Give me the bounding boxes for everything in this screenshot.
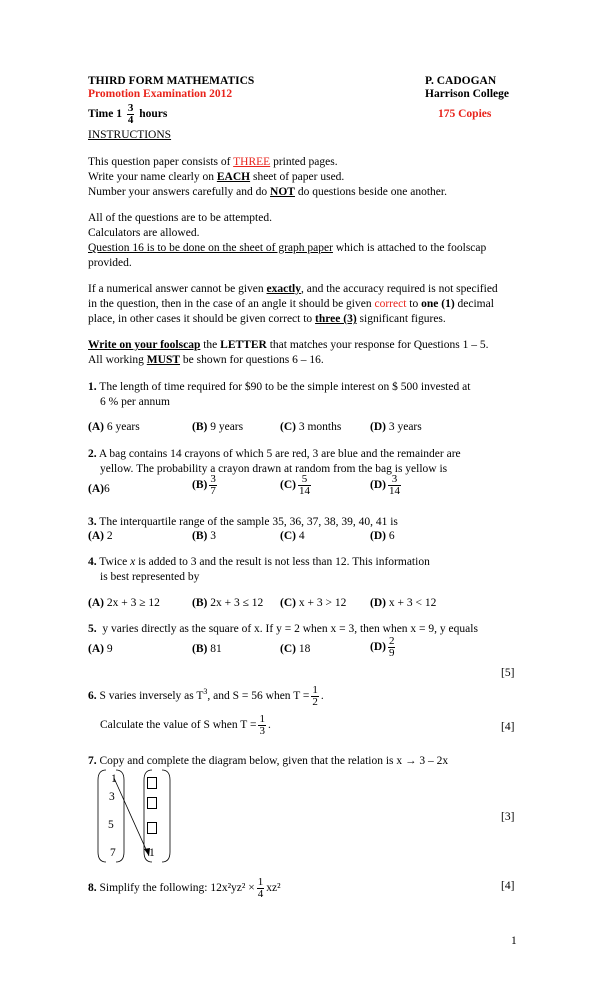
instruction-accuracy-2 bbox=[88, 297, 494, 312]
option-c bbox=[280, 420, 341, 435]
option-letter: (D) bbox=[370, 641, 386, 654]
option-letter: (B) bbox=[192, 643, 208, 655]
option-letter: (D) bbox=[370, 530, 386, 542]
numerator: 2 bbox=[388, 635, 395, 647]
variable: x bbox=[130, 556, 136, 568]
numerator: 5 bbox=[298, 474, 311, 486]
instr-text: , and the accuracy required is not specified bbox=[300, 283, 498, 295]
denominator: 2 bbox=[312, 695, 318, 708]
instr-emphasis: Write on your foolscap bbox=[88, 339, 201, 351]
question-text: xz² bbox=[266, 882, 281, 895]
instr-emphasis: correct bbox=[374, 298, 407, 310]
option-letter: (A) bbox=[88, 530, 104, 542]
instr-text: be shown for questions 6 – 16. bbox=[180, 354, 324, 366]
school: Harrison College bbox=[425, 88, 509, 100]
copies-count: 175 Copies bbox=[438, 108, 492, 120]
option-letter: (D) bbox=[370, 421, 386, 433]
right-bracket bbox=[162, 770, 170, 862]
relation-diagram bbox=[96, 768, 176, 864]
option-d bbox=[370, 636, 397, 659]
numerator: 3 bbox=[210, 473, 216, 485]
option-c bbox=[280, 596, 346, 611]
question-text: Calculate the value of S when T = bbox=[100, 719, 257, 732]
instruction-calculators: Calculators are allowed. bbox=[88, 227, 200, 239]
marks-q7: [3] bbox=[501, 811, 515, 823]
question-text: The length of time required for $90 to be the simple interest on $ 500 invested at bbox=[96, 381, 471, 393]
option-b bbox=[192, 642, 222, 657]
option-a bbox=[88, 482, 110, 497]
time-numerator: 3 bbox=[127, 102, 134, 114]
instr-emphasis: NOT bbox=[270, 186, 295, 198]
question-number: 2. bbox=[88, 448, 97, 460]
question-text: , and S = 56 when T = bbox=[207, 689, 310, 702]
question-text: A bag contains 14 crayons of which 5 are red, 3 are blue and the remainder are bbox=[96, 448, 461, 460]
option-letter: (C) bbox=[280, 421, 296, 433]
question-4-cont: is best represented by bbox=[100, 571, 200, 583]
denominator: 14 bbox=[388, 485, 400, 497]
option-b bbox=[192, 420, 243, 435]
option-letter: (D) bbox=[370, 479, 386, 492]
option-a bbox=[88, 596, 160, 611]
numerator: 1 bbox=[259, 713, 265, 725]
question-4 bbox=[88, 555, 430, 570]
question-text: is added to 3 and the result is not less than 12. This information bbox=[135, 556, 430, 568]
question-7 bbox=[88, 754, 448, 769]
option-text: 18 bbox=[295, 643, 311, 655]
course-title: THIRD FORM MATHEMATICS bbox=[88, 75, 255, 87]
range-blank-box bbox=[147, 777, 157, 789]
instr-text: Write your name clearly on bbox=[88, 171, 217, 183]
instruction-provided: provided. bbox=[88, 257, 132, 269]
left-bracket bbox=[116, 770, 124, 862]
option-letter: (B) bbox=[192, 479, 208, 492]
denominator: 14 bbox=[298, 485, 310, 497]
instr-text: decimal bbox=[454, 298, 494, 310]
instr-text: Number your answers carefully and do bbox=[88, 186, 271, 198]
option-letter: (B) bbox=[192, 530, 208, 542]
option-a bbox=[88, 642, 113, 657]
option-b bbox=[192, 596, 263, 611]
option-b bbox=[192, 529, 216, 544]
option-c bbox=[280, 529, 305, 544]
time-fraction bbox=[127, 103, 135, 126]
option-d bbox=[370, 596, 436, 611]
instr-text: to bbox=[406, 298, 422, 310]
fraction bbox=[258, 714, 266, 737]
question-number: 4. bbox=[88, 556, 97, 568]
question-text: The interquartile range of the sample 35, 36, 37, 38, 39, 40, 41 is bbox=[96, 516, 398, 528]
question-number: 1. bbox=[88, 381, 97, 393]
question-6: 6. S varies inversely as $T^3$, and S = 56 when T = $\frac{1}{2}$ . bbox=[88, 683, 324, 708]
question-text: Copy and complete the diagram below, given that the relation is x → 3 – 2x bbox=[96, 755, 449, 767]
option-letter: (C) bbox=[280, 479, 296, 492]
fraction bbox=[209, 474, 217, 497]
instr-text: All working bbox=[88, 354, 147, 366]
option-a bbox=[88, 529, 113, 544]
question-number: 5. bbox=[88, 623, 97, 635]
option-d bbox=[370, 529, 395, 544]
question-text: Simplify the following: 12x²yz² × bbox=[96, 882, 255, 895]
instr-emphasis: EACH bbox=[216, 171, 251, 183]
option-d bbox=[370, 474, 403, 497]
time-denominator: 4 bbox=[127, 114, 134, 126]
fraction bbox=[298, 474, 311, 497]
option-text: 9 years bbox=[207, 421, 244, 433]
instr-emphasis: three (3) bbox=[315, 313, 357, 325]
question-text: y varies directly as the square of x. If y = 2 when x = 3, then when x = 9, y equals bbox=[102, 623, 478, 635]
range-value: 1 bbox=[149, 847, 155, 859]
option-letter: (C) bbox=[280, 597, 296, 609]
option-text: 6 years bbox=[103, 421, 140, 433]
fraction bbox=[311, 685, 319, 708]
marks-q8: [4] bbox=[501, 880, 515, 892]
domain-value: 1 bbox=[111, 773, 117, 785]
instruction-working bbox=[88, 353, 324, 368]
author: P. CADOGAN bbox=[425, 75, 497, 87]
exponent: 3 bbox=[203, 687, 208, 696]
marks-q5: [5] bbox=[501, 667, 515, 679]
fraction bbox=[388, 474, 401, 497]
instr-text: If a numerical answer cannot be given bbox=[88, 283, 267, 295]
marks-q6: [4] bbox=[501, 721, 515, 733]
question-number: 8. bbox=[88, 882, 97, 895]
instr-emphasis: one (1) bbox=[421, 298, 455, 310]
option-text: x + 3 < 12 bbox=[385, 597, 437, 609]
denominator: 4 bbox=[257, 888, 264, 900]
instr-text: which is attached to the foolscap bbox=[332, 242, 487, 254]
question-8 bbox=[88, 877, 281, 900]
option-text: 2x + 3 ≥ 12 bbox=[103, 597, 160, 609]
numerator: 1 bbox=[312, 683, 318, 696]
instr-text: sheet of paper used. bbox=[250, 171, 345, 183]
instruction-accuracy-1 bbox=[88, 282, 498, 297]
question-2-cont: yellow. The probability a crayon drawn at random from the bag is yellow is bbox=[100, 463, 448, 475]
question-1-cont: 6 % per annum bbox=[100, 396, 170, 408]
instr-text: significant figures. bbox=[356, 313, 446, 325]
option-d bbox=[370, 420, 422, 435]
option-text: 81 bbox=[207, 643, 222, 655]
denominator: 3 bbox=[259, 725, 265, 737]
instruction-numbering bbox=[88, 185, 447, 200]
option-text: 2x + 3 ≤ 12 bbox=[207, 597, 264, 609]
instr-text: the bbox=[200, 339, 221, 351]
option-letter: (B) bbox=[192, 421, 208, 433]
instruction-accuracy-3 bbox=[88, 312, 446, 327]
option-text: 6 bbox=[103, 483, 110, 495]
option-text: 3 bbox=[207, 530, 216, 542]
exam-name: Promotion Examination 2012 bbox=[88, 88, 233, 100]
instr-text: printed pages. bbox=[270, 156, 338, 168]
instruction-graph-paper bbox=[88, 241, 486, 256]
fraction bbox=[388, 636, 396, 659]
option-c bbox=[280, 474, 313, 497]
option-text: 2 bbox=[103, 530, 113, 542]
question-number: 7. bbox=[88, 755, 97, 767]
option-letter: (A) bbox=[88, 421, 104, 433]
instr-text: This question paper consists of bbox=[88, 156, 234, 168]
fraction bbox=[257, 877, 265, 900]
option-text: 6 bbox=[385, 530, 395, 542]
range-blank-box bbox=[147, 822, 157, 834]
question-number: 6. bbox=[88, 689, 97, 702]
instructions-heading: INSTRUCTIONS bbox=[88, 129, 172, 141]
numerator: 3 bbox=[388, 474, 401, 486]
instruction-name bbox=[88, 170, 344, 185]
question-text: Twice bbox=[96, 556, 131, 568]
option-text: 3 months bbox=[295, 421, 342, 433]
time-unit: hours bbox=[139, 108, 168, 121]
option-letter: (A) bbox=[88, 597, 104, 609]
domain-value: 7 bbox=[110, 847, 116, 859]
numerator: 1 bbox=[257, 876, 264, 888]
denominator: 7 bbox=[210, 485, 216, 497]
page-number: 1 bbox=[511, 935, 517, 947]
option-c bbox=[280, 642, 310, 657]
instruction-letter bbox=[88, 338, 488, 353]
option-text: 3 years bbox=[385, 421, 422, 433]
option-text: 4 bbox=[295, 530, 305, 542]
instr-text: that matches your response for Questions 1 – 5. bbox=[266, 339, 489, 351]
option-letter: (D) bbox=[370, 597, 386, 609]
time-label: Time 1 bbox=[88, 108, 122, 121]
question-number: 3. bbox=[88, 516, 97, 528]
option-letter: (A) bbox=[88, 483, 104, 495]
option-letter: (C) bbox=[280, 530, 296, 542]
option-b bbox=[192, 474, 219, 497]
instr-emphasis: MUST bbox=[146, 354, 181, 366]
range-blank-box bbox=[147, 797, 157, 809]
question-6-part: Calculate the value of S when T = $\frac{1}{3}$ . bbox=[100, 713, 271, 737]
instr-emphasis: THREE bbox=[233, 156, 271, 168]
option-a bbox=[88, 420, 140, 435]
instr-emphasis: Question 16 is to be done on the sheet of graph paper bbox=[88, 242, 333, 254]
question-2 bbox=[88, 447, 461, 462]
option-text: x + 3 > 12 bbox=[295, 597, 347, 609]
option-text: 9 bbox=[103, 643, 113, 655]
time-allowed bbox=[88, 103, 167, 126]
instr-emphasis: LETTER bbox=[220, 339, 267, 351]
instruction-pages bbox=[88, 155, 338, 170]
domain-value: 3 bbox=[109, 791, 115, 803]
instr-text: place, in other cases it should be given correct to bbox=[88, 313, 316, 325]
option-letter: (C) bbox=[280, 643, 296, 655]
left-bracket bbox=[98, 770, 106, 862]
instruction-attempt: All of the questions are to be attempted. bbox=[88, 212, 272, 224]
domain-value: 5 bbox=[108, 819, 114, 831]
instr-text: do questions beside one another. bbox=[294, 186, 447, 198]
instr-text: in the question, then in the case of an angle it should be given bbox=[88, 298, 375, 310]
question-text: S varies inversely as T bbox=[99, 689, 204, 702]
question-5 bbox=[88, 622, 478, 637]
instr-emphasis: exactly bbox=[266, 283, 301, 295]
option-letter: (A) bbox=[88, 643, 104, 655]
denominator: 9 bbox=[388, 647, 395, 659]
question-3 bbox=[88, 515, 398, 530]
option-letter: (B) bbox=[192, 597, 208, 609]
question-1 bbox=[88, 380, 470, 395]
